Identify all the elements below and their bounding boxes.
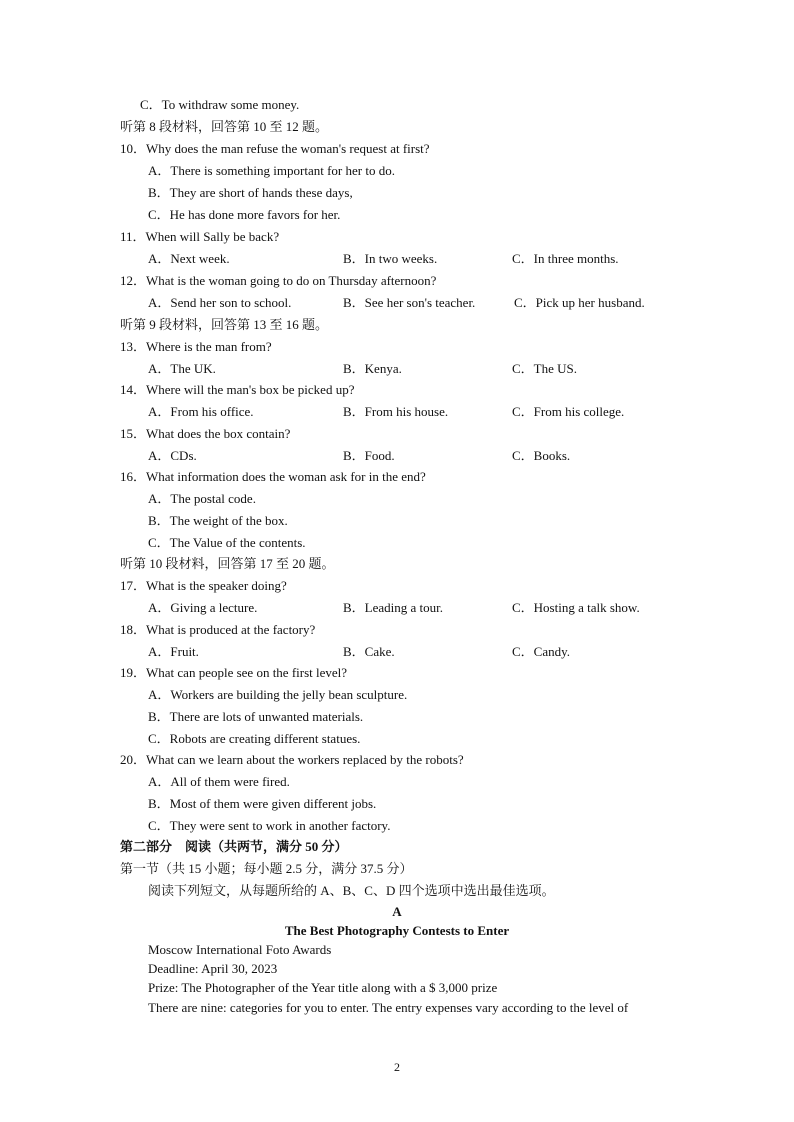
passage-letter: A: [392, 904, 402, 919]
question-13: 13．Where is the man from?: [120, 339, 272, 354]
option-line: B．The weight of the box.: [148, 513, 288, 528]
option-c: C．The US.: [512, 361, 578, 376]
question-12: 12．What is the woman going to do on Thursday afternoon?: [120, 273, 437, 288]
option-b: B．Leading a tour.: [343, 600, 444, 615]
question-18: 18．What is produced at the factory?: [120, 622, 316, 637]
question-20: 20．What can we learn about the workers replaced by the robots?: [120, 752, 464, 767]
option-a: A．Giving a lecture.: [148, 600, 258, 615]
reading-instructions: 阅读下列短文，从每题所给的 A、B、C、D 四个选项中选出最佳选项。: [148, 883, 555, 898]
passage-line: Deadline: April 30, 2023: [148, 961, 278, 976]
option-c: C．In three months.: [512, 251, 619, 266]
option-a: A．Send her son to school.: [148, 295, 292, 310]
passage-line: Moscow International Foto Awards: [148, 942, 332, 957]
option-line: B．There are lots of unwanted materials.: [148, 709, 364, 724]
option-line: A．Workers are building the jelly bean sculpture.: [148, 687, 408, 702]
question-16: 16．What information does the woman ask for in the end?: [120, 469, 426, 484]
option-a: A．CDs.: [148, 448, 197, 463]
option-line: C．He has done more favors for her.: [148, 207, 341, 222]
option-c: C．From his college.: [512, 404, 625, 419]
option-a: A．The UK.: [148, 361, 216, 376]
option-a: A．Fruit.: [148, 644, 199, 659]
option-b: B．From his house.: [343, 404, 449, 419]
section-heading: 听第 8 段材料，回答第 10 至 12 题。: [120, 119, 329, 134]
question-10: 10．Why does the man refuse the woman's request at first?: [120, 141, 430, 156]
part-two-heading: 第二部分 阅读（共两节，满分 50 分）: [120, 839, 348, 854]
option-line: A．All of them were fired.: [148, 774, 290, 789]
question-14: 14．Where will the man's box be picked up?: [120, 382, 355, 397]
option-b: B．Cake.: [343, 644, 395, 659]
option-c: C．Candy.: [512, 644, 571, 659]
section-heading: 听第 9 段材料，回答第 13 至 16 题。: [120, 317, 329, 332]
section-one-heading: 第一节（共 15 小题；每小题 2.5 分，满分 37.5 分）: [120, 861, 413, 876]
passage-line: Prize: The Photographer of the Year title along with a $ 3,000 prize: [148, 980, 498, 995]
question-17: 17．What is the speaker doing?: [120, 578, 287, 593]
question-19: 19．What can people see on the first level?: [120, 665, 348, 680]
option-line: C．To withdraw some money.: [140, 97, 300, 112]
option-line: C．Robots are creating different statues.: [148, 731, 361, 746]
option-line: B．Most of them were given different jobs.: [148, 796, 377, 811]
option-b: B．Food.: [343, 448, 395, 463]
section-heading: 听第 10 段材料，回答第 17 至 20 题。: [120, 556, 335, 571]
option-c: C．Books.: [512, 448, 571, 463]
option-line: C．The Value of the contents.: [148, 535, 306, 550]
option-line: A．There is something important for her to do.: [148, 163, 395, 178]
option-c: C．Pick up her husband.: [514, 295, 645, 310]
option-line: A．The postal code.: [148, 491, 256, 506]
passage-line: There are nine: categories for you to enter. The entry expenses vary according to the level of: [148, 1000, 629, 1015]
option-a: A．From his office.: [148, 404, 254, 419]
passage-title: The Best Photography Contests to Enter: [284, 923, 510, 938]
option-a: A．Next week.: [148, 251, 230, 266]
option-line: B．They are short of hands these days,: [148, 185, 353, 200]
question-11: 11．When will Sally be back?: [120, 229, 280, 244]
page-number: 2: [394, 1060, 400, 1074]
option-line: C．They were sent to work in another factory.: [148, 818, 391, 833]
question-15: 15．What does the box contain?: [120, 426, 291, 441]
option-b: B．See her son's teacher.: [343, 295, 476, 310]
option-b: B．In two weeks.: [343, 251, 438, 266]
option-c: C．Hosting a talk show.: [512, 600, 640, 615]
option-b: B．Kenya.: [343, 361, 402, 376]
